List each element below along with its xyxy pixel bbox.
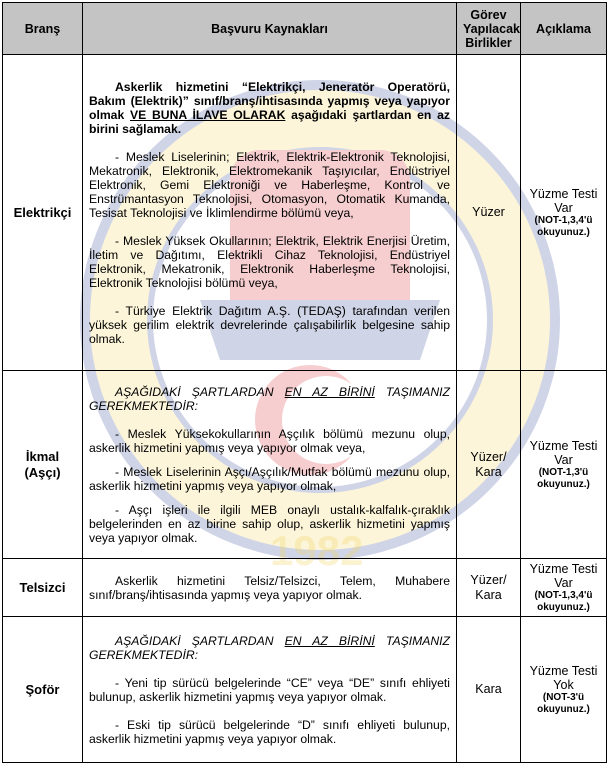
intro-emphasis: VE BUNA İLAVE OLARAK [129,107,286,122]
units-cell: Yüzer/ Kara [457,371,521,559]
intro-paragraph [89,80,450,136]
branch-cell: Şoför [3,617,83,763]
header-row [3,3,607,55]
note-cell [521,617,607,763]
note-sub: (NOT-1,3'ü okuyunuz.) [537,466,590,490]
list-item: - Meslek Yüksekokullarının Aşçılık bölümü mezunu olup, askerlik hizmetini yapmış veya yapıyor olmak veya, [89,426,450,455]
header-branch: Branş [3,3,83,55]
sources-cell [83,55,457,371]
note-cell [521,559,607,617]
list-item: - Türkiye Elektrik Dağıtım A.Ş. (TEDAŞ) tarafından verilen yüksek gerilim elektrik devrelerinde çalışabilirlik belgesine sahip olmak. [89,303,450,346]
sources-cell [83,559,457,617]
branch-cell: Telsizci [3,559,83,617]
units-cell: Yüzer/ Kara [457,559,521,617]
condition-heading: AŞAĞIDAKİ ŞARTLARDAN EN AZ BİRİNİ TAŞIMANIZ GEREKMEKTEDİR: [89,633,450,662]
header-units: Görev Yapılacak Birlikler [457,3,521,55]
watermark-year: 1982 [270,527,364,574]
list-item: - Aşçı işleri ile ilgili MEB onaylı ustalık-kalfalık-çıraklık belgelerinden en az birine sahip olup, askerlik hizmetini yapmış veya yapıyor olmak. [89,502,450,545]
note-main: Yüzme Testi Var [529,186,598,215]
units-cell: Yüzer [457,55,521,371]
list-item: - Meslek Liselerinin Aşçı/Aşçılık/Mutfak bölümü mezunu olup, askerlik hizmetini yapmış veya yapıyor olmak, [89,464,450,493]
note-cell [521,55,607,371]
header-note: Açıklama [521,3,607,55]
list-item: - Meslek Yüksek Okullarının; Elektrik, Elektrik Enerjisi Üretim, İletim ve Dağıtımı, Elektrikli Cihaz Teknolojisi, Endüstriyel Elektronik, Mekatronik, Elektronik Haberleşme Teknolojisi, Elektronik Teknolojisi bölümü veya, [89,233,450,290]
intro-text: Askerlik hizmetini “Elektrikçi, Jeneratör Operatörü, Bakım (Elektrik)” sınıf/branş/ihtisasında yapmış veya yapıyor olmak [89,79,450,122]
table-row [3,559,607,617]
list-item: - Meslek Liselerinin; Elektrik, Elektrik-Elektronik Teknolojisi, Mekatronik, Elektronik, Elektromekanik Taşıyıcılar, Endüstriyel Elektronik, Gemi Elektroniği ve Haberleşme, Kontrol ve Enstrümantasyon Teknolojisi, Otomasyon, Otomatik Kumanda, Tesisat Teknolojisi ve İklimlendirme bölümü veya, [89,149,450,220]
list-item: - Yeni tip sürücü belgelerinde “CE” veya “DE” sınıfı ehliyeti bulunup, askerlik hizmetini yapmış veya yapıyor olmak. [89,675,450,704]
intro-text-end: aşağıdaki şartlardan en az birini sağlamak. [89,107,450,136]
note-cell [521,371,607,559]
note-main: Yüzme Testi Var [529,561,598,590]
note-sub: (NOT-1,3,4'ü okuyunuz.) [534,214,593,238]
branch-cell: Elektrikçi [3,55,83,371]
table-row [3,617,607,763]
note-main: Yüzme Testi Var [529,438,598,467]
sources-cell [83,371,457,559]
header-sources: Başvuru Kaynakları [83,3,457,55]
list-item: - Eski tip sürücü belgelerinde “D” sınıfı ehliyeti bulunup, askerlik hizmetini yapmış veya yapıyor olmak. [89,717,450,746]
list-item: Askerlik hizmetini Telsiz/Telsizci, Telem, Muhabere sınıf/branş/ihtisasında yapmış veya yapıyor olmak. [89,573,450,602]
table-row [3,55,607,371]
recruitment-table [2,2,607,763]
units-cell: Kara [457,617,521,763]
sources-cell [83,617,457,763]
table-row [3,371,607,559]
note-main: Yüzme Testi Yok [529,663,598,692]
condition-heading: AŞAĞIDAKİ ŞARTLARDAN EN AZ BİRİNİ TAŞIMANIZ GEREKMEKTEDİR: [89,384,450,413]
note-sub: (NOT-1,3,4'ü okuyunuz.) [534,589,593,613]
branch-cell: İkmal (Aşçı) [3,371,83,559]
note-sub: (NOT-3'ü okuyunuz.) [537,691,590,715]
